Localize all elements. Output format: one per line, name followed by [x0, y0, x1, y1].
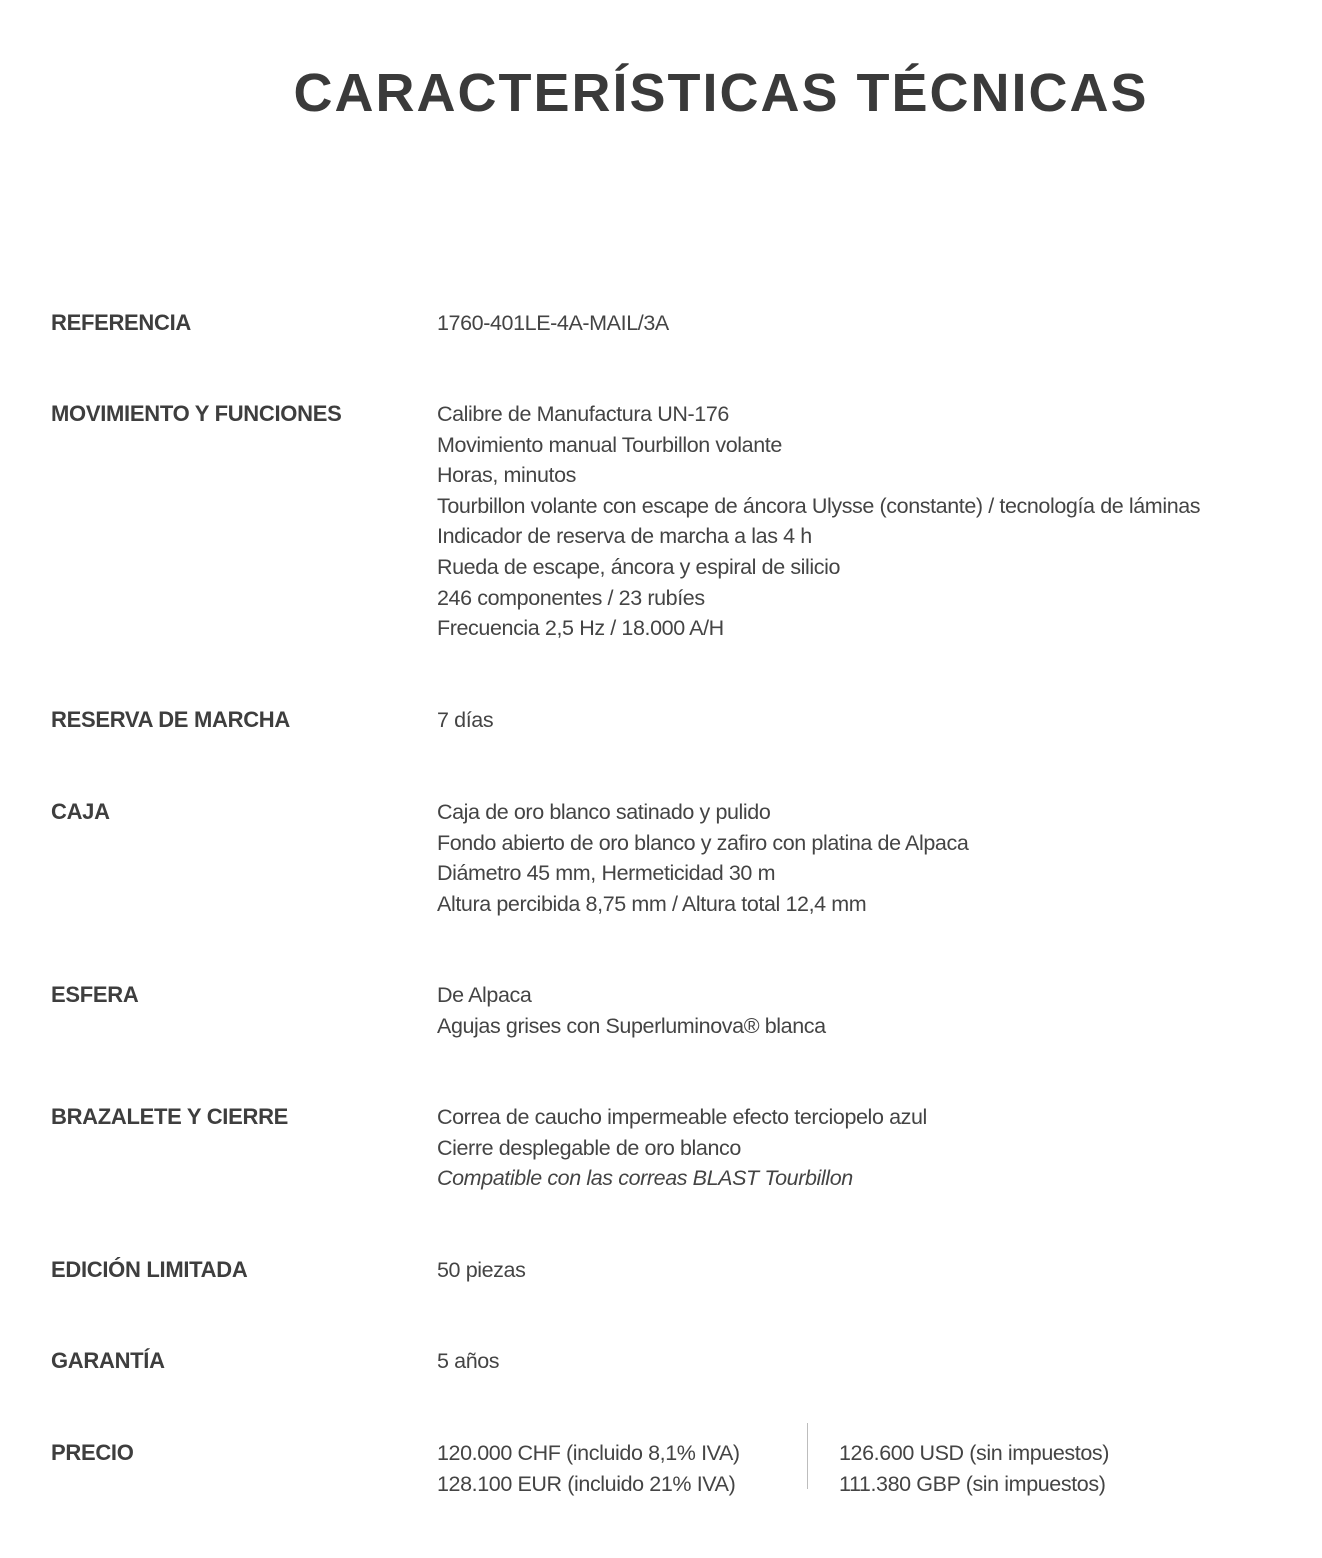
spec-values-garantia — [437, 1346, 499, 1377]
spec-label-referencia: REFERENCIA — [51, 310, 192, 335]
spec-value-line-italic: Compatible con las correas BLAST Tourbillon — [437, 1166, 853, 1191]
spec-values-brazalete — [437, 1102, 927, 1194]
spec-value-line: 7 días — [437, 708, 494, 732]
spec-value-line: Indicador de reserva de marcha a las 4 h — [437, 524, 812, 549]
spec-label-edicion: EDICIÓN LIMITADA — [51, 1257, 248, 1282]
spec-value-line: Agujas grises con Superluminova® blanca — [437, 1013, 826, 1038]
spec-values-caja — [437, 797, 968, 919]
spec-value-line: 1760-401LE-4A-MAIL/3A — [437, 311, 669, 335]
spec-value-line: Rueda de escape, áncora y espiral de silicio — [437, 554, 841, 579]
spec-values-movimiento — [437, 399, 1200, 644]
spec-value-line: Calibre de Manufactura UN-176 — [437, 402, 729, 426]
spec-label-garantia: GARANTÍA — [51, 1348, 165, 1373]
spec-value-line: Tourbillon volante con escape de áncora Ulysse (constante) / tecnología de láminas — [437, 493, 1201, 518]
spec-values-edicion — [437, 1255, 525, 1286]
spec-label-caja: CAJA — [51, 799, 110, 824]
spec-label-movimiento: MOVIMIENTO Y FUNCIONES — [51, 401, 342, 426]
price-line: 128.100 EUR (incluido 21% IVA) — [437, 1471, 736, 1496]
price-line: 120.000 CHF (incluido 8,1% IVA) — [437, 1441, 740, 1465]
spec-value-line: 50 piezas — [437, 1258, 526, 1282]
spec-values-reserva — [437, 705, 493, 736]
spec-value-line: Altura percibida 8,75 mm / Altura total 12,4 mm — [437, 891, 867, 916]
spec-value-line: Horas, minutos — [437, 463, 576, 488]
spec-values-referencia — [437, 308, 669, 339]
spec-label-precio: PRECIO — [51, 1440, 134, 1465]
spec-value-line: Fondo abierto de oro blanco y zafiro con platina de Alpaca — [437, 830, 969, 855]
spec-values-esfera — [437, 980, 826, 1041]
price-line: 126.600 USD (sin impuestos) — [839, 1441, 1110, 1465]
spec-value-line: Caja de oro blanco satinado y pulido — [437, 800, 771, 824]
spec-value-line: 246 componentes / 23 rubíes — [437, 585, 705, 610]
price-divider — [807, 1423, 808, 1489]
spec-label-esfera: ESFERA — [51, 982, 139, 1007]
spec-value-line: Movimiento manual Tourbillon volante — [437, 432, 782, 457]
price-column-local — [437, 1438, 740, 1499]
spec-value-line: De Alpaca — [437, 983, 532, 1007]
spec-value-line: Diámetro 45 mm, Hermeticidad 30 m — [437, 861, 776, 886]
spec-value-line: Correa de caucho impermeable efecto terciopelo azul — [437, 1105, 927, 1129]
page-title: CARACTERÍSTICAS TÉCNICAS — [293, 63, 1149, 123]
price-line: 111.380 GBP (sin impuestos) — [839, 1471, 1106, 1496]
price-column-export — [839, 1438, 1109, 1499]
spec-value-line: Cierre desplegable de oro blanco — [437, 1135, 741, 1160]
spec-label-reserva: RESERVA DE MARCHA — [51, 707, 290, 732]
spec-value-line: 5 años — [437, 1349, 500, 1373]
spec-value-line: Frecuencia 2,5 Hz / 18.000 A/H — [437, 616, 724, 641]
spec-label-brazalete: BRAZALETE Y CIERRE — [51, 1104, 289, 1129]
